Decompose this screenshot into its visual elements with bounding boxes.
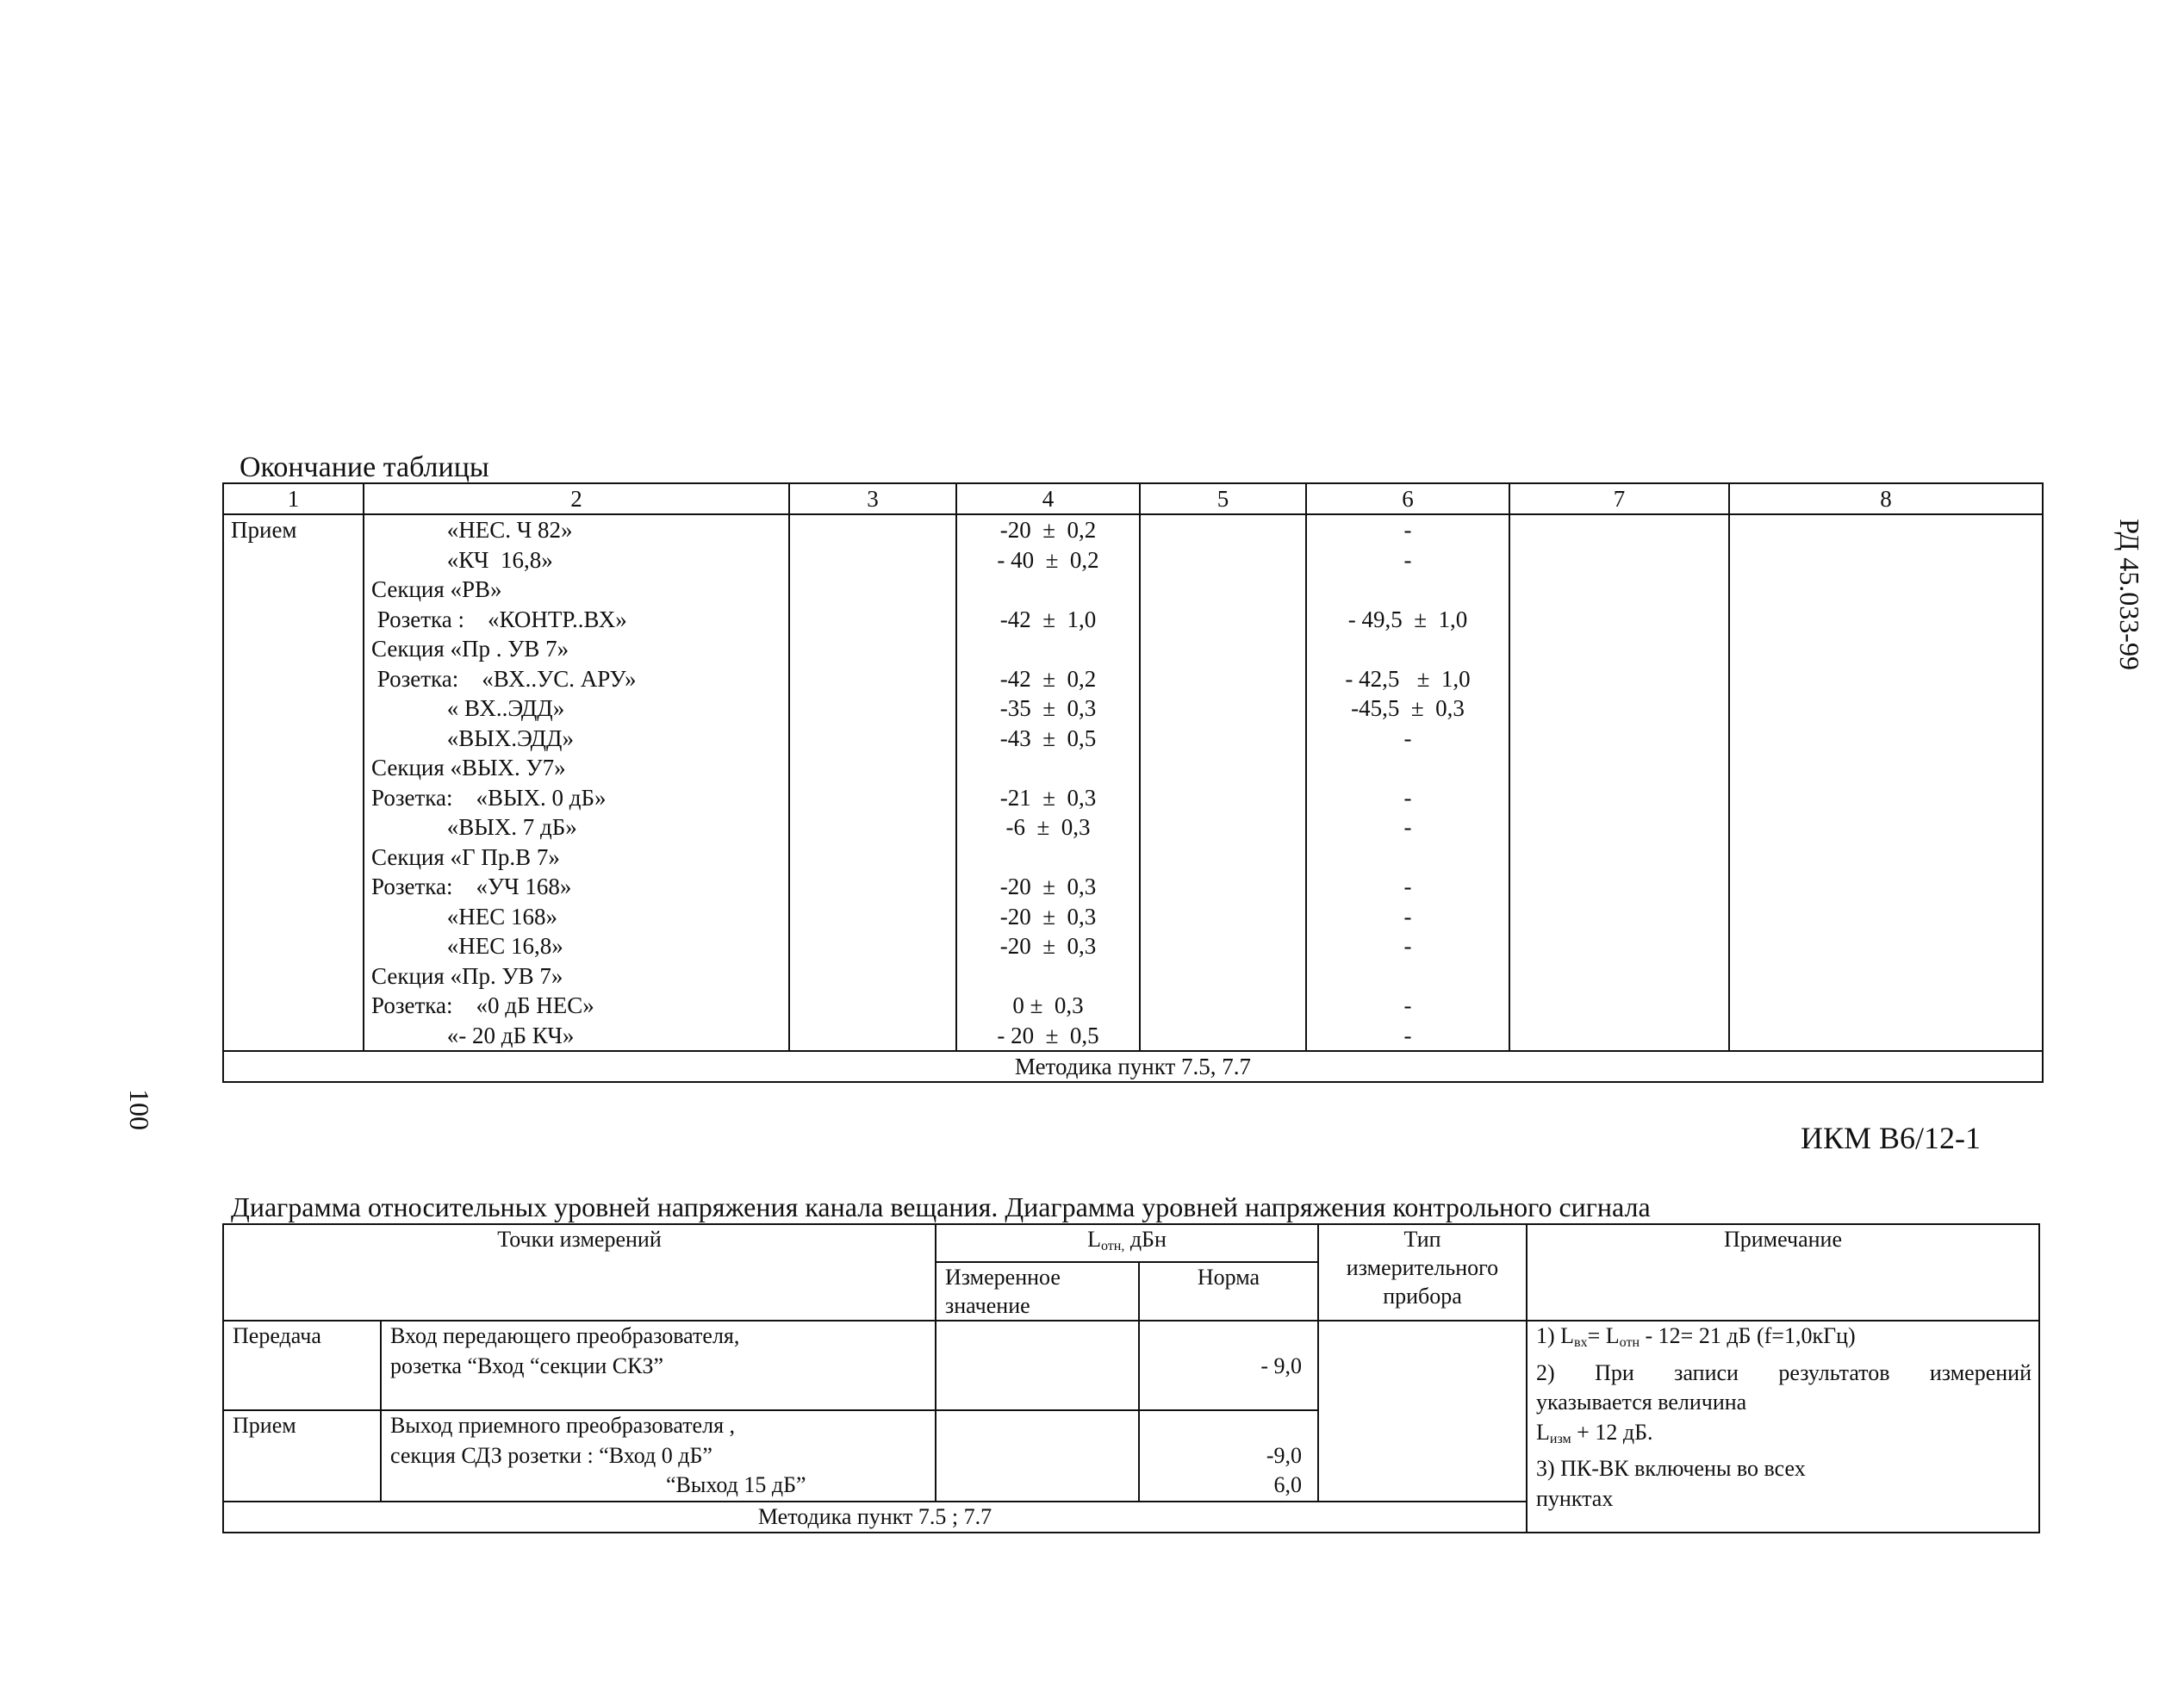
col8-cell <box>1729 514 2043 1051</box>
c6-line: - <box>1403 814 1412 840</box>
level-values-column <box>956 514 1140 1051</box>
diagram-table <box>222 1223 2040 1533</box>
receive-norm: -9,0 6,0 <box>1139 1410 1318 1502</box>
c4-line: -20 ± 0,3 <box>999 874 1097 899</box>
table1-title: Окончание таблицы <box>240 451 489 483</box>
transmit-label: Передача <box>223 1321 381 1410</box>
levels-table <box>222 482 2044 1083</box>
c2-line: Розетка : «КОНТР..ВХ» <box>371 606 627 632</box>
col-header-1: 1 <box>223 483 364 514</box>
c4-line: - 40 ± 0,2 <box>997 546 1099 573</box>
c4-line: -20 ± 0,2 <box>999 517 1097 543</box>
c6-line: - <box>1403 933 1412 959</box>
receive-measured <box>936 1410 1139 1502</box>
c2-line: Секция «ВЫХ. У7» <box>371 755 566 780</box>
c6-line: - <box>1403 546 1412 573</box>
c6-line: -45,5 ± 0,3 <box>1351 695 1465 721</box>
c2-line: «КЧ 16,8» <box>371 546 553 573</box>
c4-line: -35 ± 0,3 <box>999 695 1097 721</box>
c2-line: «ВЫХ. 7 дБ» <box>371 814 577 840</box>
c4-line: -21 ± 0,3 <box>999 784 1097 811</box>
c4-line: -42 ± 1,0 <box>999 606 1097 632</box>
c6-line <box>1307 961 1509 992</box>
c2-line: Секция «Пр. УВ 7» <box>371 962 563 989</box>
col-header-3: 3 <box>789 483 956 514</box>
measured-value-header: Измеренное значение <box>936 1262 1139 1321</box>
c2-line: Розетка: «УЧ 168» <box>371 874 572 899</box>
table1-footer-row <box>223 1051 2043 1082</box>
table1-header-row <box>223 483 2043 514</box>
c4-line <box>957 961 1139 992</box>
c4-line: 0 ± 0,3 <box>1012 992 1084 1018</box>
col-header-4: 4 <box>956 483 1140 514</box>
c6-line: - 49,5 ± 1,0 <box>1347 606 1468 632</box>
notes-cell: 1) $L_{вх}= L_{отн} - 12= 21$ дБ (f=1,0кГц) 2) При записи результатов измерений указывается величина $L_{изм} + 12$ дБ. 3) ПК-ВК включены во всех пунктах <box>1527 1321 2039 1533</box>
c2-line: «НЕС 168» <box>371 903 557 930</box>
c6-line: - <box>1403 992 1412 1018</box>
c6-line: - <box>1403 517 1412 543</box>
table2-method-reference: Методика пункт 7.5 ; 7.7 <box>223 1502 1527 1533</box>
note-header: Примечание <box>1527 1224 2039 1321</box>
table1-body-row <box>223 514 2043 1051</box>
col-header-2: 2 <box>364 483 789 514</box>
col-header-8: 8 <box>1729 483 2043 514</box>
transmit-row <box>223 1321 2039 1410</box>
c4-line: - 20 ± 0,5 <box>997 1022 1099 1048</box>
section-label: ИКМ В6/12-1 <box>1801 1121 1982 1155</box>
c6-line: - <box>1403 1022 1412 1048</box>
c4-line: -6 ± 0,3 <box>1005 814 1091 840</box>
c6-line: - <box>1403 784 1412 811</box>
c4-line <box>957 634 1139 664</box>
method-reference: Методика пункт 7.5, 7.7 <box>223 1051 2043 1082</box>
document-code: РД 45.033-99 <box>2114 519 2145 670</box>
device-type-cell <box>1318 1321 1527 1502</box>
c2-line: «НЕС 16,8» <box>371 933 563 959</box>
col5-cell <box>1140 514 1306 1051</box>
col-header-6: 6 <box>1306 483 1509 514</box>
receive-point: Выход приемного преобразователя , секция СДЗ розетки : “Вход 0 дБ” “Выход 15 дБ” <box>381 1410 936 1502</box>
c4-line: -42 ± 0,2 <box>999 665 1097 692</box>
c2-line: « ВХ..ЭДД» <box>371 695 565 721</box>
c6-line <box>1307 634 1509 664</box>
c6-line <box>1307 843 1509 873</box>
col6-values-column <box>1306 514 1509 1051</box>
c4-line <box>957 753 1139 783</box>
c6-line: - <box>1403 725 1412 751</box>
c4-line: -43 ± 0,5 <box>999 725 1097 751</box>
transmit-measured <box>936 1321 1139 1410</box>
c2-line: Секция «Г Пр.В 7» <box>371 843 560 870</box>
c2-line: Секция «РВ» <box>371 576 502 602</box>
c4-line <box>957 843 1139 873</box>
c2-line: Розетка: «ВЫХ. 0 дБ» <box>371 784 607 811</box>
table2-title: Диаграмма относительных уровней напряжения канала вещания. Диаграмма уровней напряжения контрольного сигнала <box>231 1191 1651 1222</box>
c4-line: -20 ± 0,3 <box>999 903 1097 930</box>
receive-label: Прием <box>223 1410 381 1502</box>
level-header: $L_{отн,}$ дБн <box>936 1224 1318 1262</box>
c6-line: - 42,5 ± 1,0 <box>1345 665 1471 692</box>
transmit-point: Вход передающего преобразователя, розетка “Вход “секции СКЗ” <box>381 1321 936 1410</box>
col7-cell <box>1509 514 1729 1051</box>
c6-line <box>1307 753 1509 783</box>
c4-line <box>957 575 1139 605</box>
c4-line: -20 ± 0,3 <box>999 933 1097 959</box>
c6-line: - <box>1403 903 1412 930</box>
c6-line <box>1307 575 1509 605</box>
c2-line: «ВЫХ.ЭДД» <box>371 725 574 751</box>
transmit-norm: - 9,0 <box>1139 1321 1318 1410</box>
group-label: Прием <box>223 514 364 1051</box>
page-number: 100 <box>124 1089 155 1130</box>
device-type-header: Тип измерительного прибора <box>1318 1224 1527 1321</box>
measurement-points-column <box>364 514 789 1051</box>
col-header-7: 7 <box>1509 483 1729 514</box>
c6-line: - <box>1403 874 1412 899</box>
col3-cell <box>789 514 956 1051</box>
points-header: Точки измерений <box>223 1224 936 1321</box>
c2-line: Розетка: «ВХ..УС. АРУ» <box>371 665 637 692</box>
norm-header: Норма <box>1139 1262 1318 1321</box>
table2-header-row-1 <box>223 1224 2039 1262</box>
c2-line: «- 20 дБ КЧ» <box>371 1022 575 1048</box>
c2-line: «НЕС. Ч 82» <box>371 517 573 543</box>
c2-line: Секция «Пр . УВ 7» <box>371 636 569 662</box>
c2-line: Розетка: «0 дБ НЕС» <box>371 992 594 1018</box>
col-header-5: 5 <box>1140 483 1306 514</box>
